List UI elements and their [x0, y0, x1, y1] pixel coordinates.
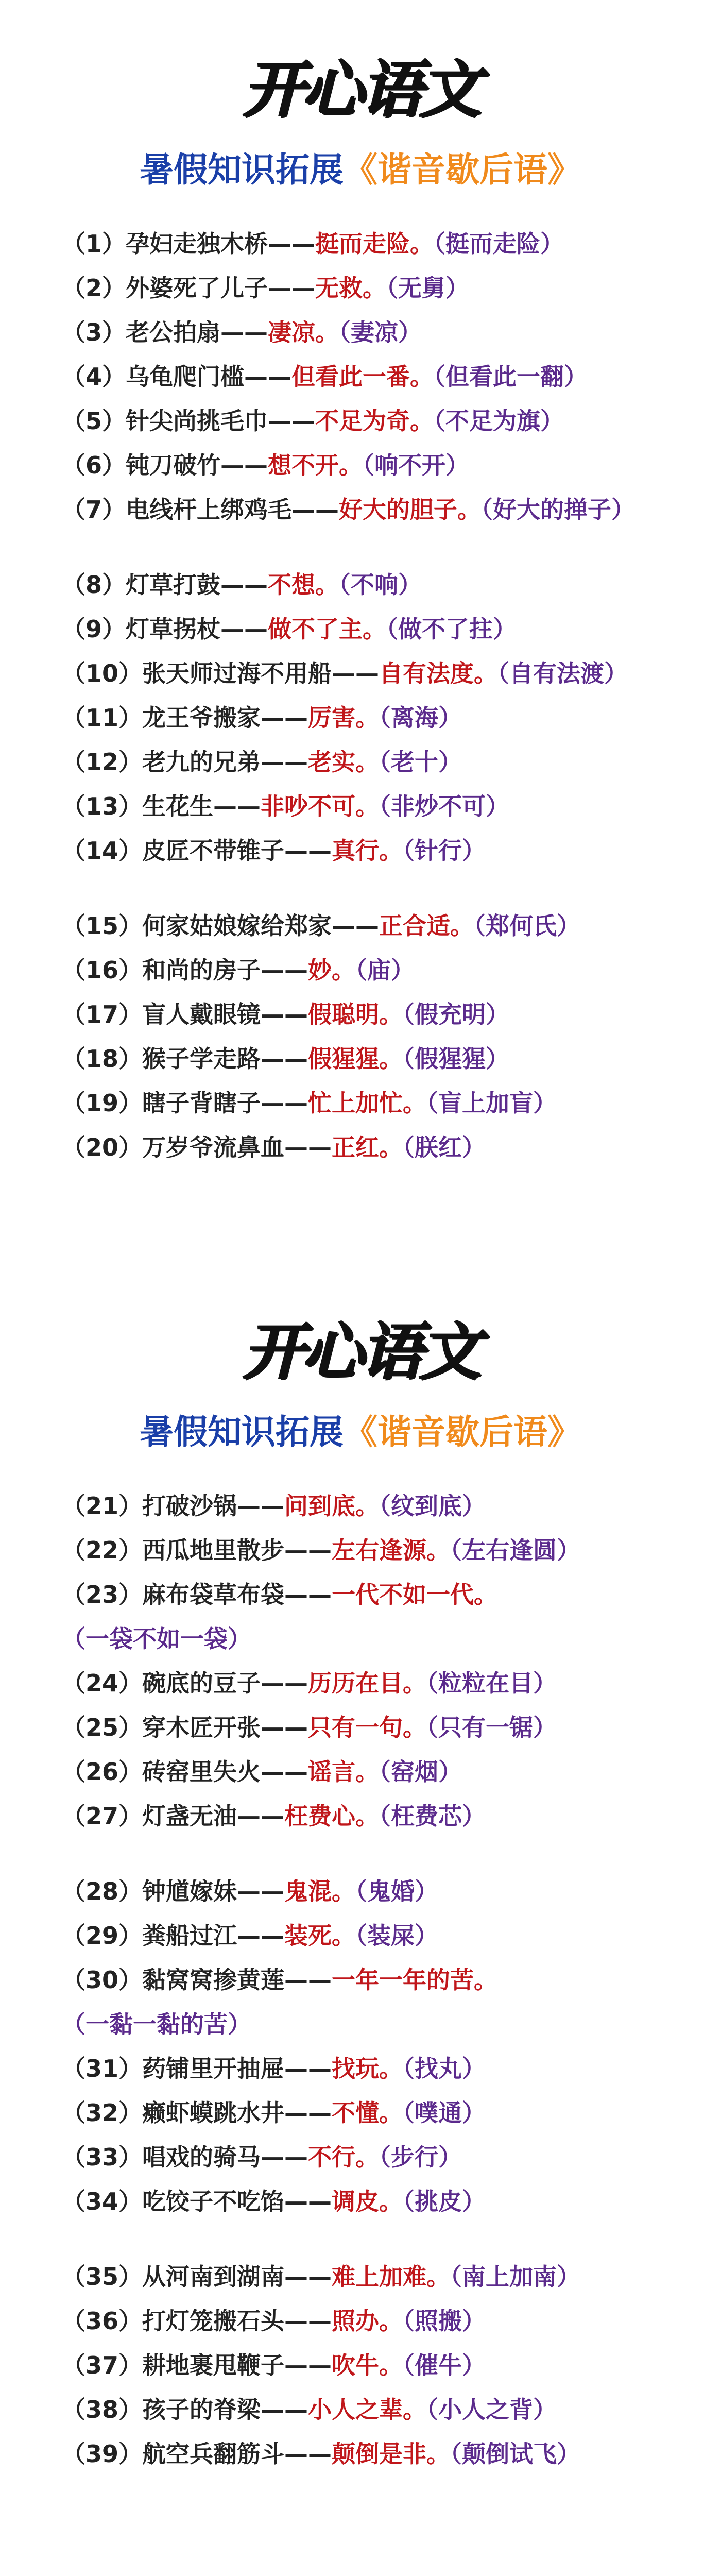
- item-number: （7）: [62, 496, 126, 523]
- item-number: （6）: [62, 451, 126, 479]
- item-answer: 假聪明。: [308, 1001, 403, 1028]
- item-homophone: （小人之背）: [426, 2396, 557, 2424]
- item-homophone: （鬼婚）: [355, 1877, 439, 1905]
- item-answer: 非吵不可。: [261, 792, 380, 820]
- list-item: [62, 222, 664, 266]
- item-riddle: 钝刀破竹——: [126, 451, 268, 479]
- item-answer: 厉害。: [308, 704, 380, 732]
- item-answer: 颠倒是非。: [332, 2440, 451, 2468]
- item-answer: 不足为奇。: [315, 407, 434, 435]
- item-answer: 正红。: [332, 1133, 403, 1161]
- item-number: （37）: [62, 2351, 143, 2379]
- item-answer: 鬼混。: [284, 1877, 356, 1905]
- list-item: [62, 310, 664, 354]
- list-item: [62, 784, 664, 828]
- item-homophone: （左右逢圆）: [450, 1536, 581, 1564]
- item-homophone: （步行）: [379, 2143, 462, 2171]
- item-homophone: （南上加南）: [450, 2263, 581, 2291]
- item-riddle: 航空兵翻筋斗——: [142, 2440, 332, 2468]
- item-homophone: （响不开）: [363, 451, 470, 479]
- item-homophone: （不足为旗）: [434, 407, 564, 435]
- item-number: （4）: [62, 363, 126, 391]
- item-riddle: 西瓜地里散步——: [142, 1536, 332, 1564]
- item-number: （33）: [62, 2143, 143, 2171]
- item-answer: 不想。: [268, 571, 339, 599]
- item-number: （20）: [62, 1133, 143, 1161]
- item-riddle: 和尚的房子——: [142, 956, 308, 984]
- item-number: （21）: [62, 1492, 143, 1520]
- list-item: [62, 1125, 664, 1170]
- item-homophone: （枉费芯）: [379, 1802, 486, 1830]
- item-answer: 自有法度。: [379, 659, 498, 687]
- item-riddle: 乌龟爬门槛——: [126, 363, 292, 391]
- list-item: [62, 2299, 664, 2343]
- list-item: [62, 828, 664, 873]
- item-homophone: （装屎）: [355, 1922, 439, 1950]
- item-answer: 凄凉。: [268, 318, 339, 346]
- item-number: （11）: [62, 704, 143, 732]
- brand-logo: 开心语文: [243, 1316, 478, 1388]
- item-riddle: 唱戏的骑马——: [142, 2143, 308, 2171]
- item-number: （14）: [62, 837, 143, 865]
- item-homophone: （朕红）: [403, 1133, 486, 1161]
- item-number: （23）: [62, 1581, 143, 1608]
- subtitle-topic: 《谐音歇后语》: [344, 1412, 581, 1452]
- item-number: （3）: [62, 318, 126, 346]
- item-riddle: 盲人戴眼镜——: [142, 1001, 308, 1028]
- subtitle-topic: 《谐音歇后语》: [344, 150, 581, 190]
- item-answer: 只有一句。: [308, 1714, 427, 1741]
- item-number: （29）: [62, 1922, 143, 1950]
- item-answer: 不行。: [308, 2143, 380, 2171]
- item-number: （13）: [62, 792, 143, 820]
- item-homophone: （催牛）: [403, 2351, 486, 2379]
- item-number: （17）: [62, 1001, 143, 1028]
- group-spacer: [62, 2476, 664, 2576]
- item-number: （27）: [62, 1802, 143, 1830]
- item-riddle: 张天师过海不用船——: [142, 659, 380, 687]
- item-homophone: （假猩猩）: [403, 1045, 510, 1073]
- item-riddle: 癞虾蟆跳水井——: [142, 2099, 332, 2127]
- item-answer: 一代不如一代。: [332, 1581, 498, 1608]
- item-riddle: 从河南到湖南——: [142, 2263, 332, 2291]
- item-number: （32）: [62, 2099, 143, 2127]
- item-riddle: 外婆死了儿子——: [126, 274, 316, 302]
- list-item: [62, 1750, 664, 1794]
- item-riddle: 药铺里开抽屉——: [142, 2055, 332, 2082]
- list-item: [62, 607, 664, 651]
- item-riddle: 皮匠不带锥子——: [142, 837, 332, 865]
- item-number: （31）: [62, 2055, 143, 2082]
- subtitle-main: 暑假知识拓展: [140, 1412, 344, 1452]
- item-homophone: （照搬）: [403, 2307, 486, 2335]
- riddle-list: [0, 222, 721, 1170]
- item-answer: 假猩猩。: [308, 1045, 403, 1073]
- subtitle: [0, 144, 721, 196]
- item-riddle: 老公拍扇——: [126, 318, 268, 346]
- item-number: （25）: [62, 1714, 143, 1741]
- item-number: （22）: [62, 1536, 143, 1564]
- item-number: （30）: [62, 1966, 143, 1994]
- item-homophone: （好大的掸子）: [481, 496, 636, 523]
- list-item: [62, 904, 664, 948]
- item-answer: 真行。: [332, 837, 403, 865]
- list-item: [62, 443, 664, 487]
- item-homophone: （庙）: [355, 956, 415, 984]
- item-number: （36）: [62, 2307, 143, 2335]
- list-item: [62, 740, 664, 784]
- item-riddle: 砖窑里失火——: [142, 1758, 308, 1786]
- item-answer: 妙。: [308, 956, 356, 984]
- item-riddle: 灯盏无油——: [142, 1802, 285, 1830]
- item-number: （24）: [62, 1669, 143, 1697]
- item-riddle: 黏窝窝掺黄莲——: [142, 1966, 332, 1994]
- item-riddle: 耕地裹甩鞭子——: [142, 2351, 332, 2379]
- item-riddle: 针尖尚挑毛巾——: [126, 407, 316, 435]
- subtitle: [0, 1406, 721, 1458]
- item-number: （12）: [62, 748, 143, 776]
- item-answer: 照办。: [332, 2307, 403, 2335]
- item-riddle: 麻布袋草布袋——: [142, 1581, 332, 1608]
- item-answer: 正合适。: [379, 912, 474, 940]
- section-2: [0, 1314, 721, 2576]
- item-answer: 但看此一番。: [291, 363, 434, 391]
- item-answer: 老实。: [308, 748, 380, 776]
- item-riddle: 碗底的豆子——: [142, 1669, 308, 1697]
- list-item: [62, 1484, 664, 1528]
- item-number: （10）: [62, 659, 143, 687]
- item-riddle: 老九的兄弟——: [142, 748, 308, 776]
- item-answer: 谣言。: [308, 1758, 380, 1786]
- item-homophone: （但看此一翻）: [434, 363, 588, 391]
- item-riddle: 生花生——: [142, 792, 261, 820]
- item-homophone: （妻凉）: [339, 318, 422, 346]
- group-spacer: [62, 873, 664, 904]
- item-homophone: （无舅）: [386, 274, 470, 302]
- item-answer: 历历在目。: [308, 1669, 427, 1697]
- item-number: （34）: [62, 2188, 143, 2215]
- item-answer: 枉费心。: [284, 1802, 380, 1830]
- item-answer: 做不了主。: [268, 615, 387, 643]
- item-number: （39）: [62, 2440, 143, 2468]
- item-number: （28）: [62, 1877, 143, 1905]
- item-riddle: 电线杆上绑鸡毛——: [126, 496, 339, 523]
- item-riddle: 灯草拐杖——: [126, 615, 268, 643]
- item-riddle: 吃饺子不吃馅——: [142, 2188, 332, 2215]
- group-spacer: [62, 2224, 664, 2255]
- item-number: （15）: [62, 912, 143, 940]
- item-riddle: 万岁爷流鼻血——: [142, 1133, 332, 1161]
- item-riddle: 猴子学走路——: [142, 1045, 308, 1073]
- item-riddle: 打灯笼搬石头——: [142, 2307, 332, 2335]
- item-homophone: （挑皮）: [403, 2188, 486, 2215]
- item-number: （38）: [62, 2396, 143, 2424]
- list-item: [62, 2046, 664, 2091]
- section-1: [0, 52, 721, 1170]
- group-spacer: [62, 1838, 664, 1869]
- item-homophone: （老十）: [379, 748, 462, 776]
- item-homophone: （针行）: [403, 837, 486, 865]
- list-item: [62, 1572, 664, 1661]
- item-homophone: （一黏一黏的苦）: [62, 2010, 251, 2038]
- item-homophone: （非炒不可）: [379, 792, 510, 820]
- item-homophone: （假充明）: [403, 1001, 510, 1028]
- item-riddle: 孩子的脊梁——: [142, 2396, 308, 2424]
- riddle-list: [0, 1484, 721, 2576]
- item-answer: 吹牛。: [332, 2351, 403, 2379]
- item-answer: 无救。: [315, 274, 387, 302]
- list-item: [62, 1081, 664, 1125]
- item-answer: 不懂。: [332, 2099, 403, 2127]
- item-riddle: 灯草打鼓——: [126, 571, 268, 599]
- group-spacer: [62, 532, 664, 563]
- list-item: [62, 696, 664, 740]
- item-answer: 想不开。: [268, 451, 363, 479]
- list-item: [62, 1958, 664, 2046]
- item-homophone: （盲上加盲）: [426, 1089, 557, 1117]
- item-homophone: （郑何氏）: [474, 912, 581, 940]
- item-riddle: 瞎子背瞎子——: [142, 1089, 308, 1117]
- item-number: （8）: [62, 571, 126, 599]
- item-riddle: 龙王爷搬家——: [142, 704, 308, 732]
- item-homophone: （粒粒在目）: [426, 1669, 557, 1697]
- list-item: [62, 266, 664, 310]
- list-item: [62, 1528, 664, 1572]
- list-item: [62, 487, 664, 532]
- item-answer: 左右逢源。: [332, 1536, 451, 1564]
- item-homophone: （纹到底）: [379, 1492, 486, 1520]
- item-number: （19）: [62, 1089, 143, 1117]
- item-answer: 小人之辈。: [308, 2396, 427, 2424]
- item-homophone: （只有一锯）: [426, 1714, 557, 1741]
- list-item: [62, 1794, 664, 1838]
- item-riddle: 打破沙锅——: [142, 1492, 285, 1520]
- item-homophone: （窑烟）: [379, 1758, 462, 1786]
- item-riddle: 何家姑娘嫁给郑家——: [142, 912, 380, 940]
- list-item: [62, 1037, 664, 1081]
- item-homophone: （噗通）: [403, 2099, 486, 2127]
- list-item: [62, 2179, 664, 2224]
- brand-logo: 开心语文: [243, 54, 478, 126]
- item-answer: 忙上加忙。: [308, 1089, 427, 1117]
- list-item: [62, 1869, 664, 1913]
- list-item: [62, 2432, 664, 2476]
- item-homophone: （一袋不如一袋）: [62, 1625, 251, 1653]
- item-answer: 挺而走险。: [315, 230, 434, 258]
- list-item: [62, 354, 664, 399]
- list-item: [62, 1661, 664, 1705]
- item-answer: 难上加难。: [332, 2263, 451, 2291]
- item-homophone: （离海）: [379, 704, 462, 732]
- item-number: （16）: [62, 956, 143, 984]
- item-number: （35）: [62, 2263, 143, 2291]
- list-item: [62, 1705, 664, 1750]
- list-item: [62, 2091, 664, 2135]
- item-riddle: 孕妇走独木桥——: [126, 230, 316, 258]
- item-number: （1）: [62, 230, 126, 258]
- item-riddle: 钟馗嫁妹——: [142, 1877, 285, 1905]
- item-homophone: （找丸）: [403, 2055, 486, 2082]
- list-item: [62, 948, 664, 992]
- list-item: [62, 2343, 664, 2387]
- item-homophone: （做不了拄）: [386, 615, 517, 643]
- item-riddle: 穿木匠开张——: [142, 1714, 308, 1741]
- list-item: [62, 992, 664, 1037]
- list-item: [62, 651, 664, 696]
- item-number: （9）: [62, 615, 126, 643]
- item-number: （2）: [62, 274, 126, 302]
- item-answer: 问到底。: [284, 1492, 380, 1520]
- item-number: （26）: [62, 1758, 143, 1786]
- subtitle-main: 暑假知识拓展: [140, 150, 344, 190]
- list-item: [62, 1913, 664, 1958]
- list-item: [62, 563, 664, 607]
- list-item: [62, 2135, 664, 2179]
- item-number: （5）: [62, 407, 126, 435]
- item-homophone: （自有法渡）: [497, 659, 628, 687]
- item-answer: 装死。: [284, 1922, 356, 1950]
- item-homophone: （颠倒试飞）: [450, 2440, 581, 2468]
- item-homophone: （挺而走险）: [434, 230, 564, 258]
- item-riddle: 粪船过江——: [142, 1922, 285, 1950]
- list-item: [62, 399, 664, 443]
- item-answer: 一年一年的苦。: [332, 1966, 498, 1994]
- item-homophone: （不响）: [339, 571, 422, 599]
- item-number: （18）: [62, 1045, 143, 1073]
- list-item: [62, 2255, 664, 2299]
- item-answer: 找玩。: [332, 2055, 403, 2082]
- list-item: [62, 2387, 664, 2432]
- item-answer: 好大的胆子。: [339, 496, 482, 523]
- item-answer: 调皮。: [332, 2188, 403, 2215]
